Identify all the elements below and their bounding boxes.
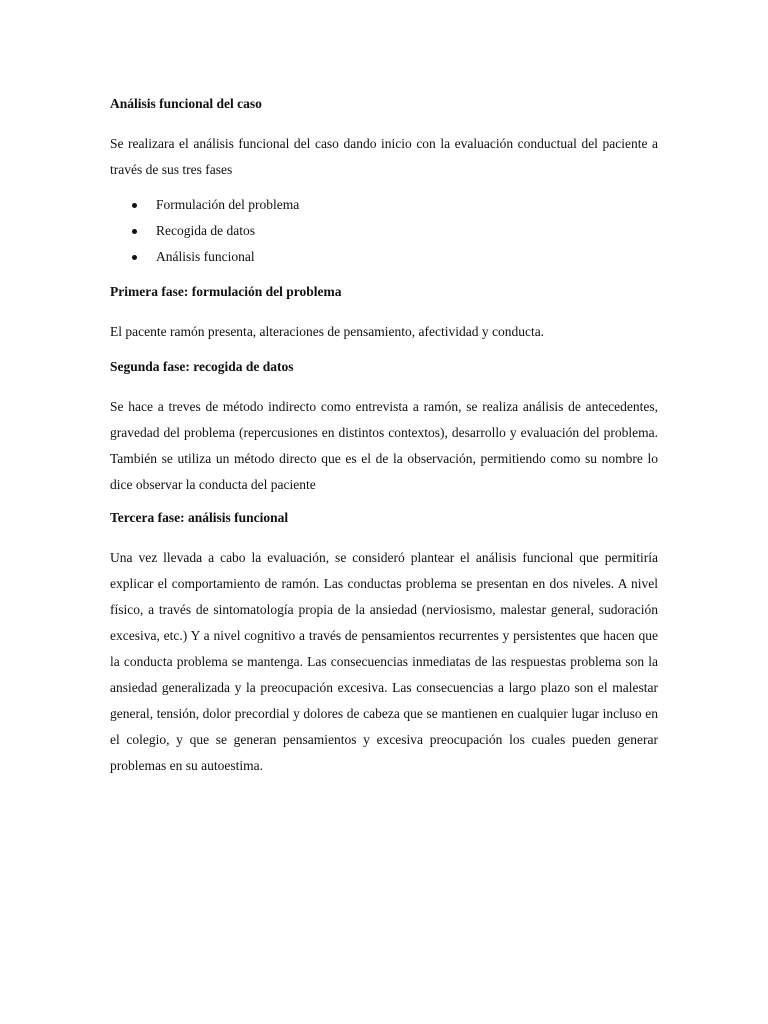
list-item-text: Recogida de datos [156, 223, 255, 238]
bullet-icon [132, 255, 137, 260]
section-body-third-phase: Una vez llevada a cabo la evaluación, se consideró plantear el análisis funcional que permitiría explicar el comportamiento de ramón. Las conductas problema se presentan en dos niveles. A nivel físico, a través de sintomatología propia de la ansiedad (nerviosismo, malestar general, sudoración excesiva, etc.) Y a nivel cognitivo a través de pensamientos recurrentes y persistentes que hacen que la conducta problema se mantenga. Las consecuencias inmediatas de las respuestas problema son la ansiedad generalizada y la preocupación excesiva. Las consecuencias a largo plazo son el malestar general, tensión, dolor precordial y dolores de cabeza que se mantienen en cualquier lugar incluso en el colegio, y que se generan pensamientos y excesiva preocupación los cuales pueden generar problemas en su autoestima. [110, 550, 658, 773]
section-body-first-phase: El pacente ramón presenta, alteraciones de pensamiento, afectividad y conducta. [110, 324, 545, 339]
section-heading-first-phase: Primera fase: formulación del problema [110, 284, 342, 299]
section-heading-third-phase: Tercera fase: análisis funcional [110, 510, 289, 525]
section-body-second-phase: Se hace a treves de método indirecto como entrevista a ramón, se realiza análisis de antecedentes, gravedad del problema (repercusiones en distintos contextos), desarrollo y evaluación del problema. También se utiliza un método directo que es el de la observación, permitiendo como su nombre lo dice observar la conducta del paciente [110, 399, 658, 492]
list-item-text: Análisis funcional [156, 249, 255, 264]
list-item [110, 244, 658, 270]
intro-paragraph: Se realizara el análisis funcional del caso dando inicio con la evaluación conductual del paciente a través de sus tres fases [110, 136, 658, 177]
list-item-text: Formulación del problema [156, 197, 300, 212]
section-heading-second-phase: Segunda fase: recogida de datos [110, 359, 294, 374]
bullet-icon [132, 229, 137, 234]
list-item [110, 218, 658, 244]
document-title: Análisis funcional del caso [110, 96, 262, 111]
list-item [110, 192, 658, 218]
bullet-icon [132, 203, 137, 208]
document-page [110, 94, 658, 789]
phases-list [110, 192, 658, 270]
